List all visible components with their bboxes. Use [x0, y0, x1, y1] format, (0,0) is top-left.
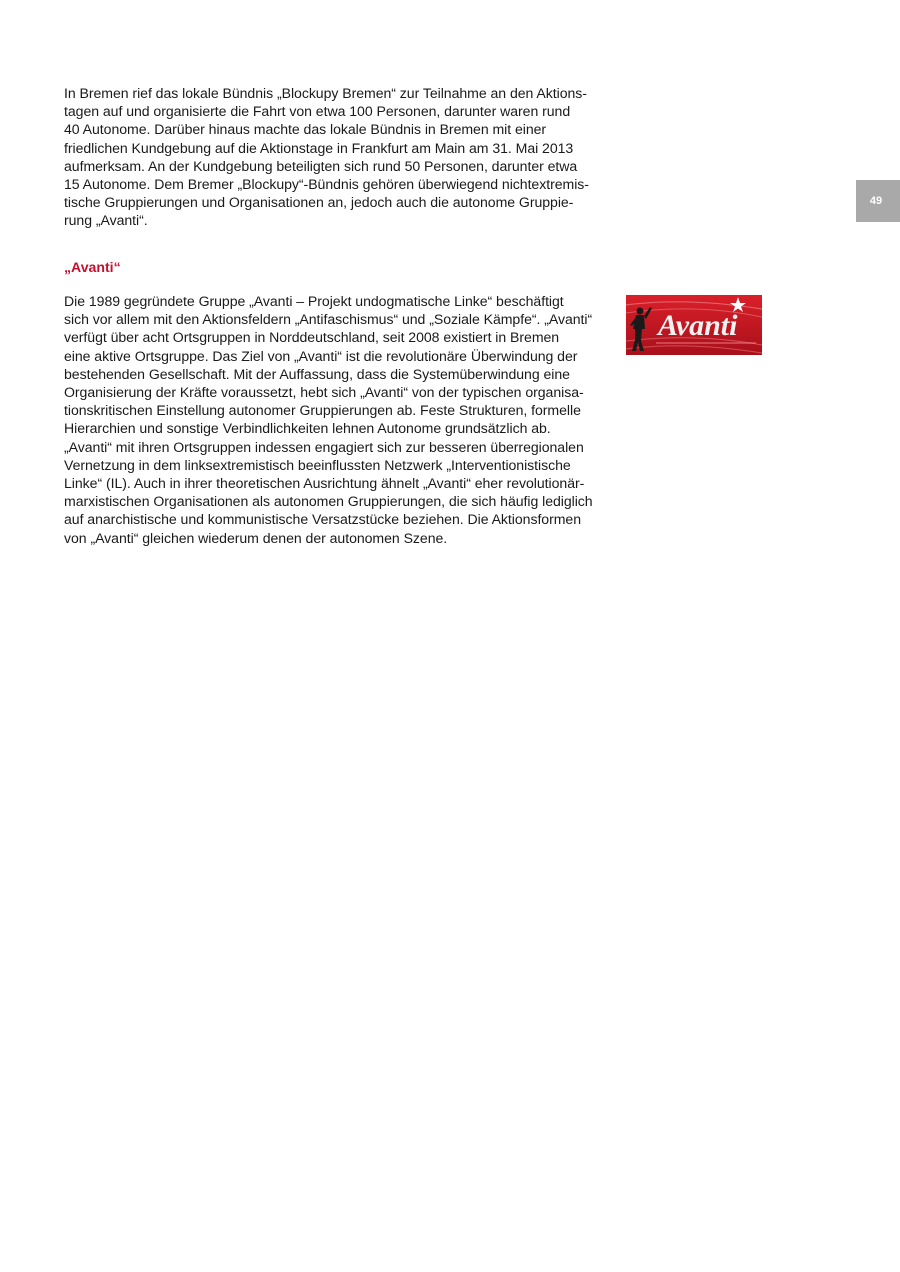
- paragraph-line: Organisierung der Kräfte voraussetzt, hebt sich „Avanti“ von der typischen organisa-: [64, 384, 584, 401]
- avanti-logo: [626, 295, 762, 355]
- paragraph-line: tionskritischen Einstellung autonomer Gruppierungen ab. Feste Strukturen, formelle: [64, 402, 581, 419]
- avanti-logo-graphic: [626, 295, 762, 355]
- paragraph-line: Vernetzung in dem linksextremistisch beeinflussten Netzwerk „Interventionistische: [64, 456, 571, 473]
- section-heading-avanti: „Avanti“: [64, 259, 121, 275]
- paragraph-1: [64, 84, 614, 230]
- paragraph-line: marxistischen Organisationen als autonomen Gruppierungen, die sich häufig lediglich: [64, 493, 593, 510]
- paragraph-avanti: [64, 292, 624, 547]
- paragraph-line: friedlichen Kundgebung auf die Aktionstage in Frankfurt am Main am 31. Mai 2013: [64, 139, 574, 156]
- page-number-tab: [856, 180, 900, 222]
- paragraph-line: 15 Autonome. Dem Bremer „Blockupy“-Bündnis gehören überwiegend nichtextremis-: [64, 176, 589, 193]
- paragraph-line: sich vor allem mit den Aktionsfeldern „Antifaschismus“ und „Soziale Kämpfe“. „Avanti“: [64, 311, 593, 328]
- paragraph-blockupy-bremen: [64, 84, 614, 230]
- paragraph-line: verfügt über acht Ortsgruppen in Norddeutschland, seit 2008 existiert in Bremen: [64, 329, 560, 346]
- paragraph-line: auf anarchistische und kommunistische Versatzstücke beziehen. Die Aktionsformen: [64, 511, 582, 528]
- logo-wordmark: Avanti: [658, 309, 738, 342]
- paragraph-line: 40 Autonome. Darüber hinaus machte das lokale Bündnis in Bremen mit einer: [64, 121, 547, 138]
- paragraph-line: aufmerksam. An der Kundgebung beteiligten sich rund 50 Personen, darunter etwa: [64, 157, 578, 174]
- paragraph-line: tische Gruppierungen und Organisationen an, jedoch auch die autonome Gruppie-: [64, 194, 574, 211]
- page-number: 49: [869, 195, 883, 207]
- paragraph-line: eine aktive Ortsgruppe. Das Ziel von „Avanti“ ist die revolutionäre Überwindung der: [64, 347, 578, 364]
- paragraph-line: von „Avanti“ gleichen wiederum denen der autonomen Szene.: [64, 529, 448, 546]
- paragraph-line: Linke“ (IL). Auch in ihrer theoretischen Ausrichtung ähnelt „Avanti“ eher revolutionär-: [64, 475, 585, 492]
- paragraph-line: Die 1989 gegründete Gruppe „Avanti – Projekt undogmatische Linke“ beschäftigt: [64, 293, 564, 309]
- paragraph-line: bestehenden Gesellschaft. Mit der Auffassung, dass die Systemüberwindung eine: [64, 365, 570, 382]
- paragraph-line: Hierarchien und sonstige Verbindlichkeiten lehnen Autonome grundsätzlich ab.: [64, 420, 551, 437]
- paragraph-line: „Avanti“ mit ihren Ortsgruppen indessen engagiert sich zur besseren überregionalen: [64, 438, 584, 455]
- paragraph-line: tagen auf und organisierte die Fahrt von etwa 100 Personen, darunter waren rund: [64, 103, 571, 120]
- paragraph-line: In Bremen rief das lokale Bündnis „Blockupy Bremen“ zur Teilnahme an den Aktions-: [64, 85, 587, 101]
- paragraph-line: rung „Avanti“.: [64, 212, 148, 229]
